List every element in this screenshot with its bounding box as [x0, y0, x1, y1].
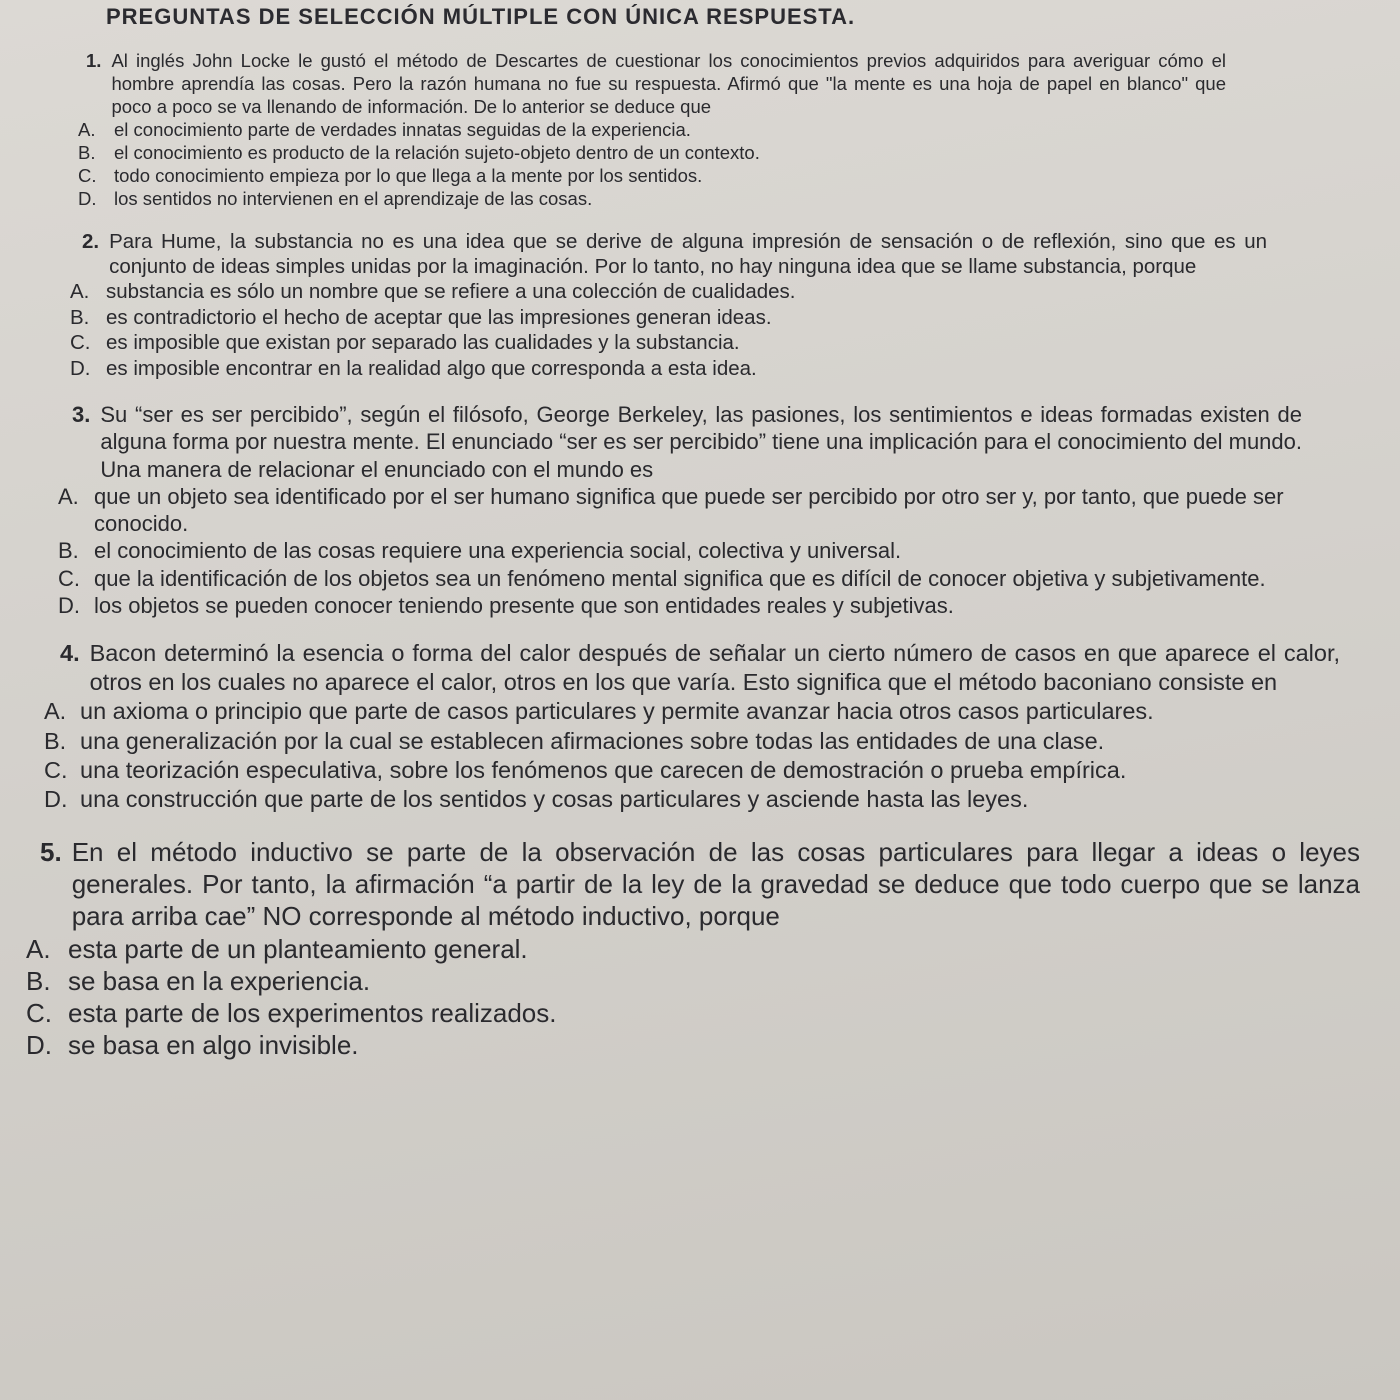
option-letter: D. [26, 1030, 52, 1061]
option-letter: B. [58, 538, 79, 564]
answer-option-b [58, 537, 1302, 564]
option-letter: B. [44, 727, 67, 754]
option-text: todo conocimiento empieza por lo que llega a la mente por los sentidos. [114, 164, 703, 186]
option-text: se basa en algo invisible. [68, 1030, 359, 1061]
option-letter: A. [78, 118, 96, 140]
option-text: esta parte de los experimentos realizados. [68, 998, 557, 1029]
answer-options [70, 279, 1267, 381]
question-number: 2. [82, 229, 100, 253]
question-3 [36, 401, 1302, 619]
question-number: 1. [86, 50, 102, 71]
worksheet-heading: PREGUNTAS DE SELECCIÓN MÚLTIPLE CON ÚNICA RESPUESTA. [106, 4, 856, 29]
option-text: los objetos se pueden conocer teniendo presente que son entidades reales y subjetivas. [94, 592, 954, 618]
option-letter: D. [70, 356, 91, 380]
answer-option-c [58, 565, 1302, 592]
answer-option-c [78, 165, 1226, 188]
option-letter: A. [44, 698, 67, 725]
answer-option-b [44, 727, 1340, 756]
answer-option-a [58, 483, 1302, 538]
option-text: es imposible que existan por separado las cualidades y la substancia. [106, 331, 740, 355]
option-text: un axioma o principio que parte de casos particulares y permite avanzar hacia otros casos particulares. [80, 698, 1154, 725]
option-text: el conocimiento de las cosas requiere una experiencia social, colectiva y universal. [94, 538, 902, 564]
answer-options [78, 119, 1226, 211]
option-text: es contradictorio el hecho de aceptar que las impresiones generan ideas. [106, 305, 772, 329]
answer-option-d [78, 188, 1226, 211]
answer-option-d [44, 785, 1340, 814]
option-text: una teorización especulativa, sobre los fenómenos que carecen de demostración o prueba empírica. [80, 756, 1127, 783]
option-text: que la identificación de los objetos sea un fenómeno mental significa que es difícil de conocer objetiva y subjetivamente. [94, 565, 1266, 591]
answer-options [44, 697, 1340, 814]
option-text: una generalización por la cual se establecen afirmaciones sobre todas las entidades de una clase. [80, 727, 1105, 754]
option-text: substancia es sólo un nombre que se refiere a una colección de cualidades. [106, 280, 796, 304]
answer-option-a [70, 279, 1267, 304]
answer-option-b [26, 965, 1360, 997]
option-text: los sentidos no intervienen en el aprendizaje de las cosas. [114, 187, 593, 209]
answer-option-b [78, 142, 1226, 165]
question-5-stem [40, 836, 1360, 933]
option-letter: A. [26, 933, 51, 964]
option-letter: D. [44, 785, 68, 812]
question-text: Su “ser es ser percibido”, según el filósofo, George Berkeley, las pasiones, los sentimientos e ideas formadas existen de alguna forma por nuestra mente. El enunciado “ser es ser percibido” tiene una implicación para el conocimiento del mundo. Una manera de relacionar el enunciado con el mundo es [100, 402, 1302, 482]
question-2 [36, 229, 1267, 381]
question-number: 3. [72, 402, 91, 427]
answer-option-a [44, 697, 1340, 726]
option-letter: C. [26, 998, 52, 1029]
answer-option-c [26, 997, 1360, 1029]
option-letter: A. [58, 483, 79, 509]
option-text: se basa en la experiencia. [68, 965, 371, 996]
question-text: Para Hume, la substancia no es una idea que se derive de alguna impresión de sensación o de reflexión, sino que es un conjunto de ideas simples unidas por la imaginación. Por lo tanto, no hay ninguna idea que se llame substancia, porque [109, 229, 1267, 278]
option-letter: C. [78, 164, 97, 186]
question-2-stem [82, 229, 1267, 280]
question-number: 4. [60, 640, 80, 667]
answer-option-b [70, 305, 1267, 330]
option-letter: B. [70, 305, 90, 329]
worksheet-content [26, 4, 1386, 1062]
question-text: Al inglés John Locke le gustó el método de Descartes de cuestionar los conocimientos previos adquiridos para averiguar cómo el hombre aprendía las cosas. Pero la razón humana no fue su respuesta. Afirmó que "la mente es una hoja de papel en blanco" que poco a poco se va llenando de información. De lo anterior se deduce que [111, 50, 1226, 117]
option-letter: B. [78, 141, 96, 163]
option-letter: C. [44, 756, 68, 783]
option-text: una construcción que parte de los sentidos y cosas particulares y asciende hasta las leyes. [80, 785, 1029, 812]
option-letter: C. [58, 565, 80, 591]
answer-option-c [44, 756, 1340, 785]
option-letter: D. [78, 187, 97, 209]
option-text: es imposible encontrar en la realidad algo que corresponda a esta idea. [106, 356, 757, 380]
option-text: esta parte de un planteamiento general. [68, 933, 528, 964]
answer-option-d [70, 356, 1267, 381]
answer-option-d [58, 592, 1302, 619]
answer-options [58, 483, 1302, 619]
option-letter: D. [58, 592, 80, 618]
question-1-stem [86, 50, 1226, 119]
question-text: En el método inductivo se parte de la observación de las cosas particulares para llegar a ideas o leyes generales. Por tanto, la afirmación “a partir de la ley de la gravedad se deduce que todo cuerpo que se lanza para arriba cae” NO corresponde al método inductivo, porque [71, 836, 1360, 932]
question-4-stem [60, 639, 1340, 697]
question-5 [26, 836, 1360, 1062]
question-4 [36, 639, 1340, 814]
question-3-stem [72, 401, 1302, 483]
option-letter: A. [70, 280, 90, 304]
option-text: el conocimiento es producto de la relación sujeto-objeto dentro de un contexto. [114, 141, 760, 163]
question-number: 5. [40, 836, 62, 867]
question-1 [36, 50, 1226, 211]
answer-options [26, 933, 1360, 1062]
answer-option-c [70, 330, 1267, 355]
answer-option-d [26, 1029, 1360, 1061]
question-text: Bacon determinó la esencia o forma del calor después de señalar un cierto número de casos en que aparece el calor, otros en los cuales no aparece el calor, otros en los que varía. Esto significa que el método baconiano consiste en [89, 640, 1340, 696]
answer-option-a [78, 119, 1226, 142]
answer-option-a [26, 933, 1360, 965]
option-letter: C. [70, 331, 91, 355]
option-text: que un objeto sea identificado por el ser humano significa que puede ser percibido por otro ser y, por tanto, que puede ser conocido. [94, 483, 1284, 537]
option-text: el conocimiento parte de verdades innatas seguidas de la experiencia. [114, 118, 691, 140]
option-letter: B. [26, 965, 51, 996]
